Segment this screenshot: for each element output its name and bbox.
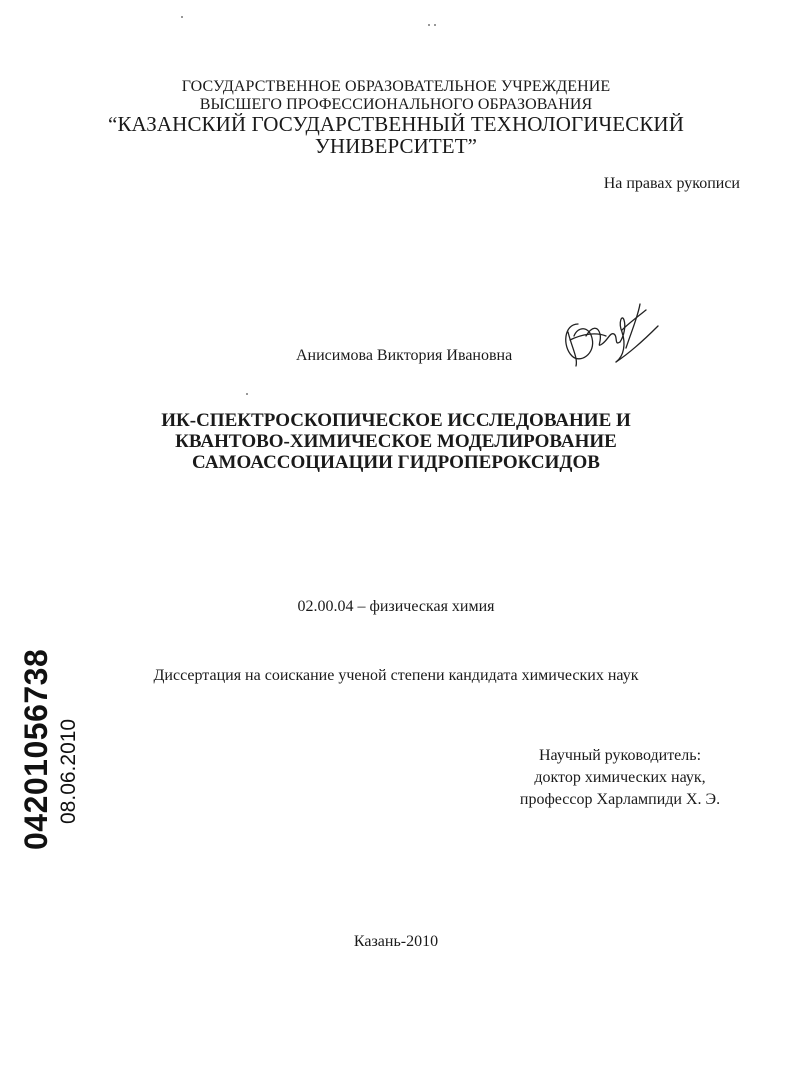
place-year: Казань-2010 (353, 933, 439, 950)
institution-line-3: “КАЗАНСКИЙ ГОСУДАРСТВЕННЫЙ ТЕХНОЛОГИЧЕСКИЙ (108, 112, 684, 136)
advisor-degree: доктор химических наук, (534, 769, 706, 786)
author-name: Анисимова Виктория Ивановна (296, 347, 513, 364)
specialty-code: 02.00.04 – физическая химия (297, 598, 495, 615)
manuscript-rights-note: На правах рукописи (603, 175, 740, 192)
dissertation-title-line-3: САМОАССОЦИАЦИИ ГИДРОПЕРОКСИДОВ (192, 452, 600, 473)
degree-statement: Диссертация на соискание ученой степени кандидата химических наук (153, 667, 639, 684)
scan-speck (246, 393, 248, 395)
author-signature (556, 296, 666, 370)
advisor-name: профессор Харлампиди Х. Э. (519, 791, 721, 808)
institution-line-2: ВЫСШЕГО ПРОФЕССИОНАЛЬНОГО ОБРАЗОВАНИЯ (199, 96, 593, 113)
library-stamp-date: 08.06.2010 (57, 718, 80, 824)
institution-line-4: УНИВЕРСИТЕТ” (314, 134, 478, 158)
dissertation-title-line-2: КВАНТОВО-ХИМИЧЕСКОЕ МОДЕЛИРОВАНИЕ (175, 431, 617, 452)
scan-speck (428, 24, 430, 26)
advisor-heading: Научный руководитель: (538, 747, 702, 764)
scan-speck (434, 24, 436, 26)
library-stamp-number: 04201056738 (18, 648, 54, 850)
scan-speck (181, 16, 183, 18)
dissertation-title-line-1: ИК-СПЕКТРОСКОПИЧЕСКОЕ ИССЛЕДОВАНИЕ И (161, 410, 631, 431)
institution-line-1: ГОСУДАРСТВЕННОЕ ОБРАЗОВАТЕЛЬНОЕ УЧРЕЖДЕНИЕ (181, 78, 611, 95)
